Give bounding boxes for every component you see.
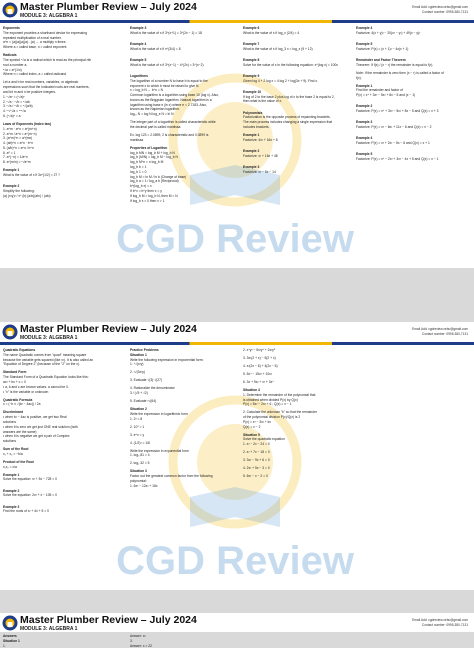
text-line: 2. Calculate the unknown "k" so that the remainder — [243, 410, 317, 415]
text-line: 1. Determine the remainder of the polynomial that — [243, 392, 316, 397]
section-heading: Example 9 — [243, 73, 260, 78]
text-line: The Standard Form of a Quadratic Equation looks like this: — [3, 375, 89, 380]
module-label: MODULE 3: ALGEBRA 1 — [20, 626, 78, 632]
section-heading: Example 1 — [3, 168, 20, 173]
cgd-logo-icon — [2, 2, 18, 18]
text-line: 8. a^(m/n) = ⁿ√a^m — [3, 160, 31, 165]
text-line: 2. x² + 7x − 18 = 0 — [243, 450, 270, 455]
text-line: • when it is zero we get just ONE real solution (both — [3, 424, 79, 429]
text-line: x₁ + x₂ = −b/a — [3, 451, 23, 456]
text-line: 1. a^m · a^n = a^(m+n) — [3, 126, 37, 131]
text-line: What is the value of x if 3^(x−1) − 4^(2x) = 3^(x−2) — [130, 62, 204, 67]
column-3 — [243, 26, 351, 175]
text-line: Q(x) = x − 2 — [243, 424, 261, 429]
document-title: Master Plumber Review – July 2024 — [20, 614, 197, 626]
section-heading: Properties of Logarithm — [130, 145, 168, 150]
text-line: If log_b x > 0 then x > 1 — [130, 198, 165, 203]
text-line: If log of 2 to the base 2 plus log of x to the base 2 is equal to 2, — [243, 94, 335, 99]
text-line: Factorize: P(x) = x³ + 2x² − 5x − 6 and Q(x) = x + 1 — [356, 141, 430, 145]
section-heading: Example 5 — [356, 152, 373, 157]
text-line: 4. x²(2x − 6) + 4(2x − 6) — [243, 363, 278, 368]
text-line: Factorize: P(x) = x⁴ + 3x³ − 5x² + 8x − 5 and Q(x) = x + 3 — [356, 109, 439, 114]
section-heading: Sum of the Root — [3, 447, 29, 452]
text-line: Let a and b be real numbers, variables, or algebraic — [3, 80, 79, 85]
text-line: repeated multiplication of a real number. — [3, 35, 62, 40]
text-line: Write the following expression in exponential form: — [130, 357, 204, 362]
text-line: 3. e^x = y — [130, 432, 145, 437]
text-line: • a, b and c are known values. a cannot be 0. — [3, 384, 69, 389]
text-line: Simplify the following: — [3, 189, 35, 194]
document-page-2 — [0, 322, 474, 590]
text-line: log_b M^n = n log_b M — [130, 160, 164, 165]
text-line: 2. a^m / a^n = a^(m−n) — [3, 131, 37, 136]
text-line: 1. log₃ 81 = 4 — [130, 453, 150, 458]
section-heading: Situation 5 — [243, 432, 260, 437]
text-line: 4. ᵐ√ⁿ√a = ᵐⁿ√a — [3, 109, 26, 114]
text-line: What is the value of x if log_3 x = log_x (9 + 12) — [243, 46, 313, 51]
text-line: ax² + bx + c = 0 — [3, 379, 26, 384]
section-heading: Example 5 — [356, 41, 373, 46]
section-heading: Practice Problems — [130, 348, 159, 352]
module-label: MODULE 3: ALGEBRA 1 — [20, 13, 78, 19]
cgd-logo-icon — [2, 324, 18, 340]
contact-email: Email Add: cgdreview.cebu@gmail.com — [412, 327, 468, 331]
text-line: Factor out the greatest common factor from the following — [130, 474, 213, 479]
section-heading: Quadratic Formula — [3, 397, 33, 402]
section-heading: Example 1 — [243, 133, 260, 138]
section-heading: Example 2 — [356, 104, 373, 109]
section-heading: Product of the Root — [3, 459, 34, 464]
section-heading: Answers — [3, 634, 17, 638]
column-3 — [243, 348, 351, 479]
text-line: known as the Napierian logarithm. — [130, 107, 180, 112]
column-1 — [3, 26, 111, 199]
text-line: 5. 6x² − x − 2 = 0 — [243, 474, 268, 479]
text-line: 3. 3x²(2 + x) − 5(2 + x) — [243, 355, 276, 360]
section-heading: Quadratic Equations — [3, 348, 36, 352]
page-header — [0, 322, 474, 342]
section-heading: Example 4 — [356, 136, 373, 141]
text-line: Solve the quadratic equation — [243, 437, 285, 442]
text-line: x₁x₂ = c/a — [3, 464, 17, 469]
text-line: 1. ⁴√(x³y) — [130, 362, 144, 367]
text-line: If b^x = b^y then x = y — [130, 189, 162, 193]
section-heading: Remainder and Factor Theorem — [356, 57, 406, 62]
text-line: includes brackets. — [243, 125, 270, 130]
text-line: The main process includes changing a single expression that — [243, 120, 333, 125]
page-header — [0, 613, 474, 633]
column-1 — [3, 348, 111, 514]
text-line: Write the expression in logarithmic form — [130, 411, 188, 416]
text-line: Factorize: x² − 5x − 14 — [243, 169, 276, 174]
text-line: a^n = (a)(a)(a)(a)...(a) → a multiply n times — [3, 40, 66, 45]
section-heading: Situation 3 — [130, 469, 147, 474]
section-heading: Example 1 — [356, 83, 373, 88]
text-line: 4. (ab)^n = a^n · b^n — [3, 141, 34, 146]
section-heading: Logarithms — [130, 73, 148, 78]
section-heading: Example 2 — [3, 488, 20, 493]
text-line: Solve the equation: 2x² + x − 105 = 0 — [3, 493, 57, 498]
text-line: 4. (1/2)³ = 1/8 — [130, 440, 150, 445]
text-line: 6. 3x + 9x² + x³ + 3x⁴ — [243, 379, 274, 384]
text-line: 4. Rationalize the denominator — [130, 386, 175, 391]
text-line: root a number a. — [3, 62, 28, 67]
contact-phone: Contact number: 0995-380-7131 — [421, 623, 468, 627]
text-line: Common logarithm is a logarithm using base 10 (log x). Also, — [130, 93, 219, 98]
section-heading: Example 5 — [130, 57, 147, 62]
text-line: log_b MN = log_b M + log_b N — [130, 150, 175, 155]
text-line: Factorize: P(x) = x⁴ − 2x³ + 3x² − 4x + 5 and Q(x) = x − 1 — [356, 156, 439, 161]
text-line: 5. Evaluate ³√(64) — [130, 399, 157, 404]
text-line: The logarithm of a number N to base b is equal to the — [130, 78, 208, 83]
text-line: (a) (x²y)³ / x⁴ (b) (a²b)(ab³) / (ab)² — [3, 193, 51, 198]
text-line: Ex. log 123 = 2.0899, 2 is characteristic and 0.0899 is — [130, 133, 209, 138]
contact-phone: Contact number: 0995-380-7131 — [421, 10, 468, 14]
text-line: 3. Evaluate √(3)·√(27) — [130, 378, 163, 383]
text-line: Factorize: P(x) = x³ − 6x² + 11x − 6 and Q(x) = x − 2 — [356, 125, 432, 130]
text-line: Write the expression in exponential form — [130, 448, 189, 453]
section-heading: Situation 4 — [243, 387, 260, 392]
text-line: • when b² − 4ac is positive, we get two Real — [3, 415, 67, 420]
text-line: 6. a⁰ = 1 — [3, 150, 16, 155]
section-heading: Example 3 — [130, 26, 147, 30]
text-line: then what is the value of x. — [243, 99, 283, 104]
watermark-text: CGD Review — [116, 539, 354, 583]
text-line: Solve for the value of x in the following equation: x^(log x) = 100x — [243, 62, 338, 67]
text-line: The name Quadratic comes from "quad" meaning square — [3, 352, 87, 357]
text-line: 3. — [130, 638, 133, 643]
text-line: What is the value of x if log_x (2/4) = 4 — [243, 30, 300, 35]
text-line: The exponent provides a shorthand device for expressing — [3, 30, 87, 35]
text-line: Factorization is the opposite process of expanding brackets. — [243, 115, 331, 120]
text-line: 3. (a^m)^n = a^(mn) — [3, 136, 33, 141]
text-line: solutions — [3, 419, 17, 424]
text-line: 3. 3x² − 9x + 6 = 0 — [243, 458, 270, 463]
column-2 — [130, 634, 238, 648]
column-2 — [130, 26, 238, 203]
text-line: b^(log_b x) = x — [130, 184, 152, 189]
text-line: What is the value of x if x^(3/4) = 8 — [130, 46, 181, 51]
text-line: x = log_b N ⇔ b^x = N — [130, 88, 164, 93]
text-line: 1. x² − 2x − 24 = 0 — [243, 442, 270, 447]
text-line: Where n = called index, a = called radicand — [3, 72, 67, 77]
document-title: Master Plumber Review – July 2024 — [20, 323, 197, 335]
contact-email: Email Add: cgdreview.cebu@gmail.com — [412, 618, 468, 622]
text-line: Where a = called base, n = called exponent — [3, 45, 67, 50]
text-line: If log_b M = log_b N, then M = N — [130, 193, 178, 198]
text-line: 2. log₂ 32 = 5 — [130, 461, 150, 466]
document-page-1 — [0, 0, 474, 268]
text-line: P(x) = 5x³ − 2x² + 6 ; Q(x) = x − 1 — [243, 402, 292, 407]
text-line: and let m and n be positive integers. — [3, 89, 56, 94]
section-heading: Example 4 — [130, 41, 147, 46]
text-line: Given log 4 + 2 log x = 4 log 2 + log(3x + 9). Find x. — [243, 78, 318, 83]
text-line: Theorem: If f(x) / (x − r) the remainder is equal to f(r). — [356, 62, 434, 67]
text-line: 2. 10⁰ = 1 — [130, 424, 145, 429]
text-line: f(x). — [356, 75, 362, 80]
text-line: 2. x⁴y³ − 5x³y⁴ + 2x²y⁵ — [243, 348, 276, 352]
section-heading: Exponents — [3, 26, 20, 30]
text-line: 1. ⁿ√aⁿ = (ⁿ√a)ⁿ — [3, 94, 25, 99]
text-line: Factorize: P(x) = (x + 1)² − 4x(x + 1) — [356, 46, 409, 51]
text-line: 5. (a/b)^n = a^n / b^n — [3, 145, 34, 150]
text-line: P(x) = x⁴ + 3x³ − 5x² + 8x − 5 and (x − 1) — [356, 93, 416, 98]
text-line: Answer: x = 22 — [130, 643, 152, 648]
contact-phone: Contact number: 0995-380-7131 — [421, 332, 468, 336]
contact-email: Email Add: cgdreview.cebu@gmail.com — [412, 5, 468, 9]
section-heading: Example 8 — [243, 57, 260, 62]
text-line: 4. 2x² + 5x − 3 = 0 — [243, 466, 270, 471]
section-heading: Situation 1 — [130, 352, 147, 357]
document-title: Master Plumber Review – July 2024 — [20, 1, 197, 13]
text-line: 2. ³√(3x²y) — [130, 370, 145, 375]
text-line: "Equation of Degree 2" (because of the "2" on the x). — [3, 362, 80, 367]
text-line: Solve the equation: x² + 5x − 728 = 0 — [3, 477, 57, 482]
text-line: Factorize: 4x² + 16x + 8 — [243, 137, 278, 142]
text-line: • "x" is the variable or unknown — [3, 389, 49, 394]
text-line: 2. ⁿ√a · ⁿ√b = ⁿ√ab — [3, 99, 30, 104]
text-line: • when it is negative we get a pair of Complex — [3, 434, 70, 439]
section-heading: Example 1 — [3, 472, 20, 477]
text-line: solutions — [3, 439, 17, 444]
section-heading: Laws of Exponents (Index law) — [3, 121, 51, 126]
page-header — [0, 0, 474, 20]
header-divider — [0, 342, 474, 345]
text-line: logarithm using base e (ln x) where e = 2.7183. Also, — [130, 102, 207, 107]
section-heading: Example 6 — [243, 26, 260, 30]
text-line: x = (−b ± √(b² − 4ac)) / 2a — [3, 402, 41, 407]
text-line: the decimal part is called mantissa. — [130, 125, 182, 130]
section-heading: Polynomials — [243, 110, 263, 115]
cgd-logo-icon — [2, 615, 18, 631]
text-line: What is the value of x if 3^(x+1) = 3^(2x − 1) = 18 — [130, 30, 202, 35]
text-line: Find the roots of x² + 4x + 5 = 0 — [3, 509, 49, 514]
text-line: log_b a = 1 / log_a b (Reciprocal) — [130, 179, 179, 184]
text-line: known as the Briggsian logarithm. Natural logarithm is a — [130, 97, 212, 102]
section-heading: Example 3 — [243, 164, 260, 169]
section-heading: Example 3 — [3, 504, 20, 509]
text-line: log₁₀ N = log N log_e N = ln N — [130, 112, 174, 117]
text-line: polynomial: — [130, 479, 147, 483]
text-line: 5. (ⁿ√a)ⁿ = a — [3, 113, 21, 118]
text-line: 1. 6x³ − 12x² + 18x — [130, 483, 158, 488]
section-heading: Example 2 — [243, 148, 260, 153]
text-line: mantissa — [130, 137, 144, 142]
header-divider — [0, 20, 474, 23]
text-line: 5. 5x⁴ − 15x³ + 10x² — [243, 371, 272, 376]
document-page-3 — [0, 613, 474, 648]
text-line: Factorize: 4(x + y)² − 20(x² − y²) + 49(x − y)² — [356, 30, 421, 35]
text-line: of the polynomial division P(x)/Q(x) is 2 — [243, 415, 301, 420]
section-heading: Example 4 — [356, 26, 373, 30]
section-heading: Standard Form — [3, 370, 27, 375]
section-heading: Situation 1 — [3, 638, 20, 643]
text-line: 7. a^(−n) = 1/a^n — [3, 155, 28, 160]
section-heading: Discriminant — [3, 410, 23, 415]
text-line: What is the value of x if 3x^(1/2) = 27 ? — [3, 173, 60, 178]
text-line: exponent x to which b must be raised to give N. — [130, 83, 200, 88]
section-heading: Situation 2 — [130, 407, 147, 412]
text-line: Note: If the remainder is zero then (x − r) is called a factor of — [356, 70, 444, 75]
text-line: ⁿ√a = a^(1/n) — [3, 67, 22, 72]
text-line: Factorize: x² + 16x + 48 — [243, 153, 278, 158]
section-heading: Radicals — [3, 53, 17, 58]
section-heading: Example 2 — [3, 184, 20, 189]
text-line: 3. ⁿ√a / ⁿ√b = ⁿ√(a/b) — [3, 104, 33, 109]
text-line: Answer: x² — [130, 634, 146, 638]
text-line: log_b b = 1 — [130, 165, 147, 170]
text-line: The symbol ⁿ√a is a radical which is read as the principal nth — [3, 57, 92, 62]
module-label: MODULE 3: ALGEBRA 1 — [20, 335, 78, 341]
text-line: log_b 1 = 0 — [130, 169, 147, 174]
column-4 — [356, 26, 464, 162]
text-line: log_b M = ln M / ln b (Change of base) — [130, 174, 187, 179]
section-heading: Example 10 — [243, 89, 262, 94]
text-line: 1. 2³ = 8 — [130, 416, 143, 421]
column-1 — [3, 634, 111, 648]
text-line: is obtained when divided P(x) by Q(x) — [243, 397, 298, 402]
text-line: expressions such that the indicated roots are real numbers, — [3, 85, 90, 90]
text-line: 3 / (√5 + √2) — [130, 391, 148, 396]
text-line: 1. — [3, 643, 6, 648]
text-line: Find the remainder and factor of — [356, 88, 403, 93]
section-heading: Example 3 — [356, 120, 373, 125]
watermark-text: CGD Review — [116, 217, 354, 261]
text-line: The integer part of a logarithm is called characteristic while — [130, 120, 216, 125]
column-2 — [130, 348, 238, 489]
text-line: P(x) = x³ − 3x² + kx — [243, 419, 271, 424]
text-line: answers are the same) — [3, 429, 37, 434]
section-heading: Example 7 — [243, 41, 260, 46]
text-line: because the variable gets squared (like x²). It is also called an — [3, 357, 94, 362]
text-line: log_b (M/N) = log_b M − log_b N — [130, 155, 178, 160]
